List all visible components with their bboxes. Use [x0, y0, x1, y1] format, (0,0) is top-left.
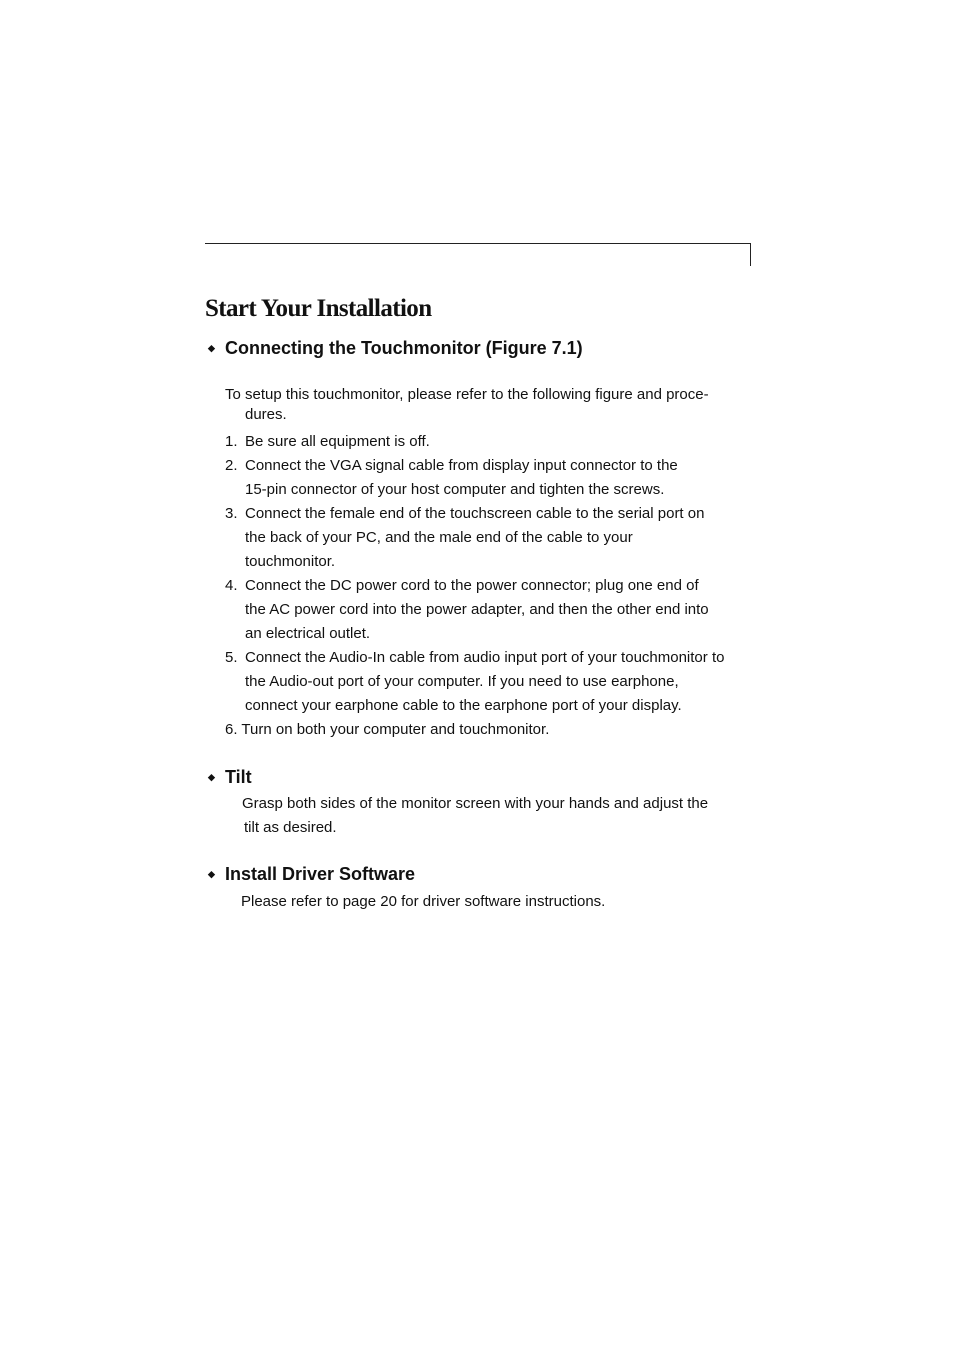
diamond-bullet-icon: ◆: [208, 772, 215, 782]
page-title: Start Your Installation: [205, 295, 432, 322]
intro-line-2: dures.: [245, 406, 287, 423]
step-line: an electrical outlet.: [245, 625, 371, 642]
step-line: the Audio-out port of your computer. If you need to use earphone,: [245, 673, 679, 690]
driver-paragraph: Please refer to page 20 for driver software instructions.: [241, 893, 606, 910]
diamond-bullet-icon: ◆: [208, 343, 215, 353]
step-line: Connect the DC power cord to the power connector; plug one end of: [245, 577, 699, 594]
step-line: Be sure all equipment is off.: [245, 433, 430, 450]
step-line: Connect the Audio-In cable from audio input port of your touchmonitor to: [245, 649, 725, 666]
section-label-driver: Install Driver Software: [225, 864, 416, 884]
step-item: [225, 502, 750, 574]
step-number: 3.: [225, 505, 238, 522]
step-text: [245, 574, 750, 646]
step-number: 4.: [225, 577, 238, 594]
step-line: the back of your PC, and the male end of the cable to your: [245, 529, 633, 546]
section-heading-tilt: [206, 766, 252, 788]
step-item: [225, 574, 750, 646]
step-text: [245, 646, 750, 718]
step-line: Connect the female end of the touchscreen cable to the serial port on: [245, 505, 705, 522]
step-item: [225, 454, 750, 502]
intro-paragraph: [225, 385, 745, 425]
section-label-tilt: Tilt: [225, 767, 252, 787]
diamond-bullet-icon: ◆: [208, 869, 215, 879]
intro-line-1: To setup this touchmonitor, please refer to the following figure and proce-: [225, 386, 709, 403]
step-item: [225, 430, 750, 454]
section-heading-connecting: [206, 337, 583, 359]
step-text: [245, 502, 750, 574]
tilt-paragraph: [242, 792, 752, 840]
header-rule: [205, 243, 751, 244]
step-line: 15-pin connector of your host computer and tighten the screws.: [245, 481, 665, 498]
tilt-line-1: Grasp both sides of the monitor screen with your hands and adjust the: [242, 795, 709, 812]
step-number: 2.: [225, 457, 238, 474]
section-heading-driver: [206, 863, 415, 885]
step-line: connect your earphone cable to the earphone port of your display.: [245, 697, 682, 714]
step-item: [225, 646, 750, 718]
step-line: Connect the VGA signal cable from display input connector to the: [245, 457, 678, 474]
installation-steps-list: [225, 430, 750, 742]
step-text: [245, 430, 750, 454]
section-label-connecting: Connecting the Touchmonitor (Figure 7.1): [225, 338, 583, 358]
step-line: the AC power cord into the power adapter, and then the other end into: [245, 601, 709, 618]
step-item-last: 6. Turn on both your computer and touchmonitor.: [225, 721, 550, 738]
step-line: touchmonitor.: [245, 553, 336, 570]
step-text: [245, 454, 750, 502]
step-number: 5.: [225, 649, 238, 666]
tilt-line-2: tilt as desired.: [244, 819, 337, 836]
header-corner-tick: [750, 243, 751, 266]
step-number: 1.: [225, 433, 238, 450]
